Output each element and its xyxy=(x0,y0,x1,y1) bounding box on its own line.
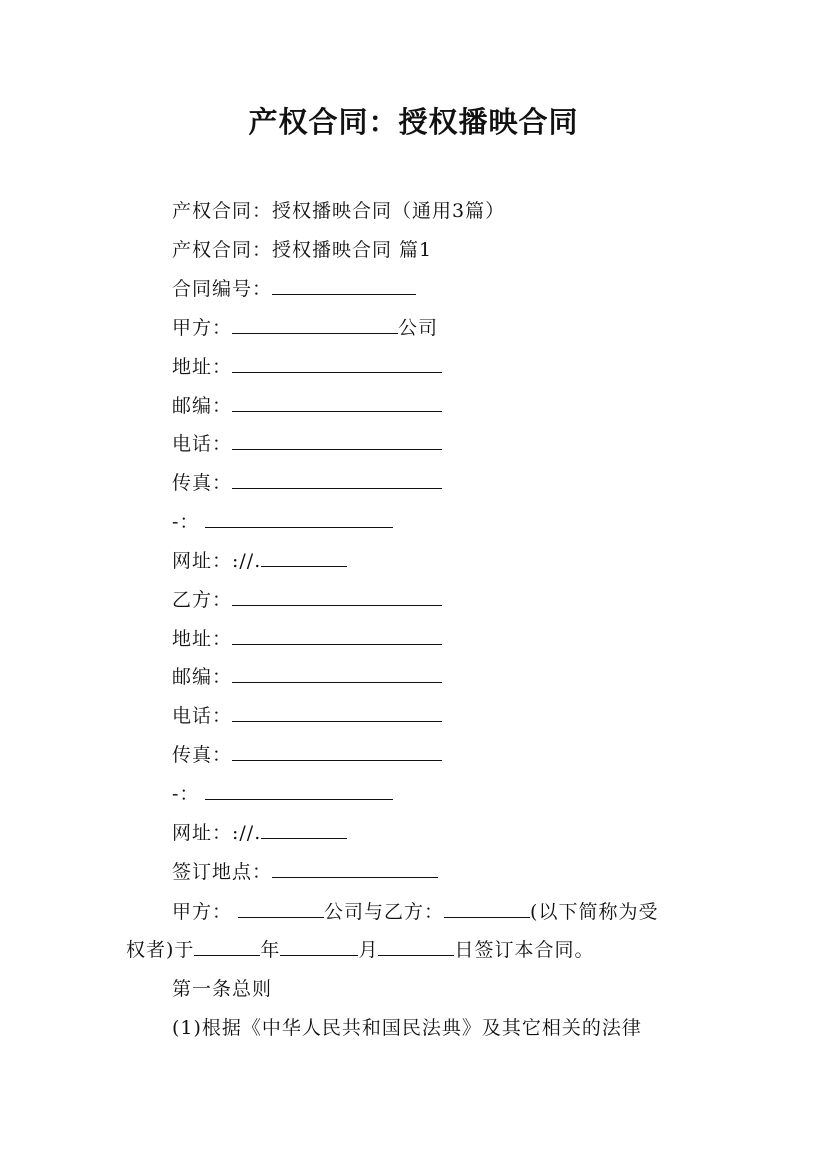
party-b-row xyxy=(172,587,442,613)
address-label: 地址： xyxy=(172,356,233,378)
website-blank xyxy=(261,820,347,839)
party-a-row xyxy=(172,315,438,341)
intro-licensee-text: (以下简称为受 xyxy=(530,901,659,923)
phone-label: 电话： xyxy=(172,705,233,727)
phone-b-row xyxy=(172,703,442,729)
contract-number-row xyxy=(172,276,416,302)
fax-a-row xyxy=(172,470,442,496)
phone-blank xyxy=(232,431,442,450)
dash-blank xyxy=(205,781,393,800)
postcode-blank xyxy=(232,393,442,412)
month-label: 月 xyxy=(358,939,379,961)
party-a-label: 甲方： xyxy=(172,317,233,339)
party-b-label: 乙方： xyxy=(172,589,233,611)
sign-place-blank xyxy=(272,859,438,878)
intro-paragraph-line1 xyxy=(172,899,658,925)
postcode-b-row xyxy=(172,664,442,690)
fax-b-row xyxy=(172,742,442,768)
website-label: 网址：://. xyxy=(172,822,262,844)
fax-label: 传真： xyxy=(172,744,233,766)
dash-label: -： xyxy=(172,783,200,805)
website-blank xyxy=(261,548,347,567)
clause-1-text: (1)根据《中华人民共和国民法典》及其它相关的法律 xyxy=(172,1017,642,1039)
address-a-row xyxy=(172,354,442,380)
year-label: 年 xyxy=(260,939,281,961)
month-blank xyxy=(280,937,358,956)
intro-paragraph-line2 xyxy=(126,937,594,963)
phone-label: 电话： xyxy=(172,433,233,455)
day-label: 日签订本合同。 xyxy=(454,939,595,961)
address-b-row xyxy=(172,626,442,652)
contract-number-blank xyxy=(272,276,416,295)
dash-b-row xyxy=(172,781,393,807)
company-suffix: 公司 xyxy=(398,317,439,339)
postcode-label: 邮编： xyxy=(172,666,233,688)
party-b-blank xyxy=(232,587,442,606)
party-a-blank xyxy=(232,315,398,334)
dash-a-row xyxy=(172,509,393,535)
website-label: 网址：://. xyxy=(172,550,262,572)
address-blank xyxy=(232,626,442,645)
subtitle: 产权合同：授权播映合同（通用3篇） xyxy=(172,200,506,222)
website-a-row xyxy=(172,548,347,574)
postcode-a-row xyxy=(172,393,442,419)
phone-blank xyxy=(232,703,442,722)
fax-blank xyxy=(232,742,442,761)
year-blank xyxy=(194,937,260,956)
article-1-heading: 第一条总则 xyxy=(172,978,273,1000)
intro-party-b-blank xyxy=(444,899,530,918)
website-b-row xyxy=(172,820,347,846)
intro-party-a-blank xyxy=(238,899,324,918)
document-title: 产权合同：授权播映合同 xyxy=(248,105,579,139)
fax-blank xyxy=(232,470,442,489)
section-heading: 产权合同：授权播映合同 篇1 xyxy=(172,239,433,261)
dash-blank xyxy=(205,509,393,528)
intro-party-b-label: 公司与乙方： xyxy=(324,901,445,923)
postcode-blank xyxy=(232,664,442,683)
phone-a-row xyxy=(172,431,442,457)
intro-licensee-end: 权者)于 xyxy=(126,939,195,961)
dash-label: -： xyxy=(172,511,200,533)
contract-number-label: 合同编号： xyxy=(172,278,273,300)
address-blank xyxy=(232,354,442,373)
address-label: 地址： xyxy=(172,628,233,650)
sign-place-row xyxy=(172,859,438,885)
intro-party-a-label: 甲方： xyxy=(172,901,233,923)
postcode-label: 邮编： xyxy=(172,395,233,417)
day-blank xyxy=(378,937,454,956)
fax-label: 传真： xyxy=(172,472,233,494)
sign-place-label: 签订地点： xyxy=(172,861,273,883)
